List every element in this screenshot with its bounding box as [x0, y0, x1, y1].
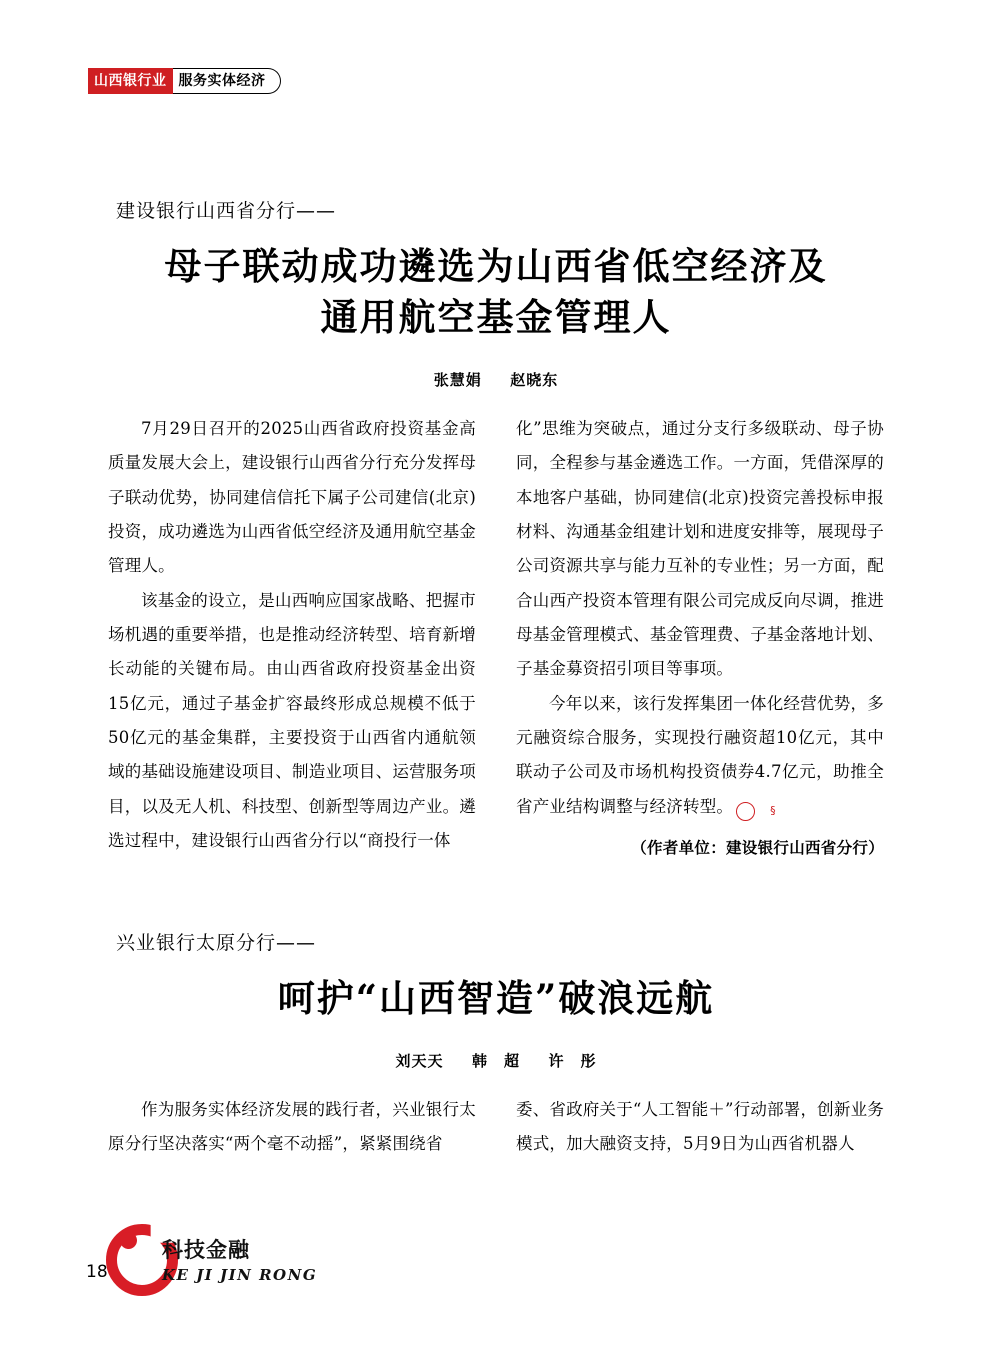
footer-logo-cn: 科技金融	[162, 1238, 250, 1262]
paragraph: 7月29日召开的2025山西省政府投资基金高质量发展大会上，建设银行山西省分行充分发挥母子联动优势，协同建信信托下属子公司建信(北京)投资，成功遴选为山西省低空经济及通用航空基金管理人。	[108, 419, 476, 576]
footer-dot-icon	[120, 1232, 137, 1249]
author-name: 韩 超	[471, 1052, 520, 1071]
author-name: 张慧娟	[433, 371, 482, 390]
running-head-red-label: 山西银行业	[88, 68, 173, 94]
paragraph: 委、省政府关于“人工智能＋”行动部署，创新业务模式，加大融资支持，5月9日为山西省机器人	[516, 1100, 884, 1154]
article-byline	[108, 369, 884, 390]
author-name: 许 彤	[548, 1052, 597, 1071]
paragraph-text: 今年以来，该行发挥集团一体化经营优势，多元融资综合服务，实现投行融资超10亿元，其中联动子公司及市场机构投资债券4.7亿元，助推全省产业结构调整与经济转型。	[516, 693, 884, 816]
headline-line-2: 通用航空基金管理人	[320, 295, 672, 340]
article-headline	[108, 241, 884, 343]
article-column-right	[516, 412, 884, 858]
article-signoff: （作者单位：建设银行山西省分行）	[631, 838, 884, 857]
paragraph	[516, 687, 884, 824]
article-headline	[108, 973, 884, 1024]
article-byline	[108, 1050, 884, 1071]
running-head	[88, 68, 281, 94]
article-body	[108, 412, 884, 858]
article-first	[108, 196, 884, 858]
article-second	[108, 928, 884, 1162]
paragraph: 作为服务实体经济发展的践行者，兴业银行太原分行坚决落实“两个毫不动摇”，紧紧围绕省	[108, 1100, 476, 1154]
article-kicker: 建设银行山西省分行——	[116, 200, 337, 222]
running-head-black-label: 服务实体经济	[173, 68, 281, 94]
paragraph: 该基金的设立，是山西响应国家战略、把握市场机遇的重要举措，也是推动经济转型、培育新增长动能的关键布局。由山西省政府投资基金出资15亿元，通过子基金扩容最终形成总规模不低于50亿元的基金集群，主要投资于山西省内通航领域的基础设施建设项目、制造业项目、运营服务项目，以及无人机、科技型、创新型等周边产业。遴选过程中，建设银行山西省分行以“商投行一体	[108, 590, 476, 850]
page-number: 18	[86, 1262, 108, 1282]
article-body	[108, 1093, 884, 1162]
end-mark-icon: §	[736, 802, 755, 821]
article-column-left	[108, 1093, 476, 1162]
author-name: 刘天天	[395, 1052, 444, 1071]
footer-logo	[96, 1218, 326, 1304]
footer-logo-en: KE JI JIN RONG	[162, 1266, 318, 1284]
article-column-left	[108, 412, 476, 858]
article-column-right	[516, 1093, 884, 1162]
article-kicker: 兴业银行太原分行——	[116, 932, 317, 954]
author-name: 赵晓东	[510, 371, 559, 390]
paragraph: 化”思维为突破点，通过分支行多级联动、母子协同，全程参与基金遴选工作。一方面，凭借深厚的本地客户基础，协同建信(北京)投资完善投标申报材料、沟通基金组建计划和进度安排等，展现母子公司资源共享与能力互补的专业性；另一方面，配合山西产投资本管理有限公司完成反向尽调，推进母基金管理模式、基金管理费、子基金落地计划、子基金募资招引项目等事项。	[516, 419, 884, 679]
headline-line-1: 呵护“山西智造”破浪远航	[277, 976, 715, 1020]
headline-line-1: 母子联动成功遴选为山西省低空经济及	[164, 244, 828, 288]
